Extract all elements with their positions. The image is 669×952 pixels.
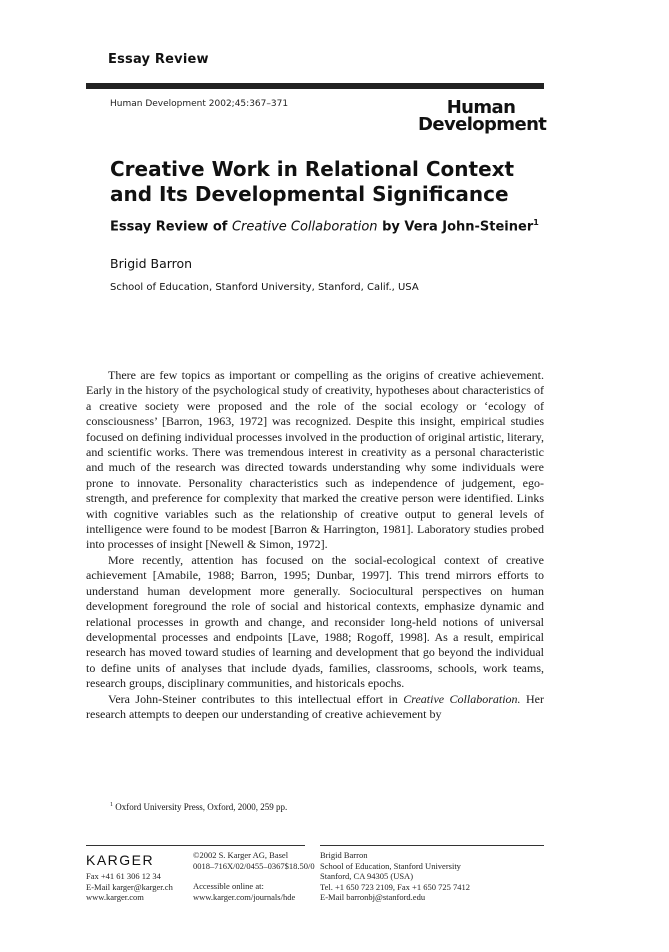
footnote-text: Oxford University Press, Oxford, 2000, 259 pp. bbox=[115, 802, 288, 812]
contact-city: Stanford, CA 94305 (USA) bbox=[320, 871, 414, 881]
footnote bbox=[110, 802, 287, 812]
section-label: Essay Review bbox=[108, 52, 209, 67]
paragraph-text: Vera John-Steiner contributes to this intellectual effort in bbox=[108, 691, 398, 706]
journal-logo-line2: Development bbox=[418, 114, 547, 135]
body-paragraph: There are few topics as important or compelling as the origins of creative achievement. Early in the history of the psychological study of creativity, hypotheses about characteristics of a creative society were proposed and the role of the social ecology or ‘ecology of consciousness’ [Barron, 1963, 1972] was recognized. Despite this insight, empirical studies focused on defining individual processes involved in the production of original artistic, literary, and scientific works. There was tremendous interest in creativity as a personal characteristic and much of the research was directed towards understanding why some individuals were prone to innovate. Personality characteristics such as independence of judgement, ego-strength, and preference for complexity that marked the creative person were identified. Links with cognitive variables such as the relationship of creative output to general levels of intelligence were found to be modest [Barron & Harrington, 1981]. Laboratory studies probed into processes of insight [Newell & Simon, 1972]. bbox=[86, 368, 544, 552]
body-paragraph bbox=[86, 553, 544, 692]
online-access-url: www.karger.com/journals/hde bbox=[193, 891, 296, 902]
contact-email: E-Mail barronbj@stanford.edu bbox=[320, 892, 426, 902]
journal-reference: Human Development 2002;45:367–371 bbox=[110, 99, 289, 109]
contact-phone: Tel. +1 650 723 2109, Fax +1 650 725 7412 bbox=[320, 881, 470, 892]
footer-rule bbox=[320, 845, 544, 846]
author-name: Brigid Barron bbox=[110, 256, 193, 271]
correspondence-block bbox=[320, 850, 470, 903]
publisher-website: www.karger.com bbox=[86, 892, 144, 902]
publisher-email: E-Mail karger@karger.ch bbox=[86, 881, 173, 892]
journal-logo bbox=[418, 97, 547, 135]
journal-logo-line1: Human bbox=[446, 97, 516, 118]
author-affiliation: School of Education, Stanford University, Stanford, Calif., USA bbox=[110, 282, 419, 293]
paragraph-text: Her research attempts to deepen our understanding of creative achievement by bbox=[86, 691, 545, 721]
top-rule bbox=[86, 83, 544, 89]
article-body bbox=[86, 368, 544, 722]
contact-name: Brigid Barron bbox=[320, 850, 368, 860]
article-title: Creative Work in Relational Context and Its Developmental Significance bbox=[110, 157, 515, 206]
online-access-label: Accessible online at: bbox=[193, 881, 264, 891]
book-title-inline: Creative Collaboration. bbox=[403, 691, 521, 706]
publisher-contact bbox=[86, 871, 173, 903]
subtitle-suffix: by Vera John-Steiner bbox=[382, 219, 534, 235]
publisher-logo: KARGER bbox=[86, 852, 155, 868]
copyright-block bbox=[193, 850, 315, 902]
footnote-mark: 1 bbox=[110, 802, 113, 808]
article-subtitle bbox=[110, 218, 539, 234]
publisher-fax: Fax +41 61 306 12 34 bbox=[86, 871, 161, 881]
contact-affiliation: School of Education, Stanford University bbox=[320, 860, 461, 871]
body-paragraph bbox=[86, 692, 544, 723]
issn-code: 0018–716X/02/0455–0367$18.50/0 bbox=[193, 860, 315, 871]
footer-rule bbox=[86, 845, 305, 846]
subtitle-prefix: Essay Review of bbox=[110, 219, 228, 235]
subtitle-book-title: Creative Collaboration bbox=[231, 219, 378, 235]
copyright-notice: ©2002 S. Karger AG, Basel bbox=[193, 850, 289, 860]
paragraph-text: More recently, attention has focused on the social-ecological context of creative achievement [Amabile, 1988; Barron, 1995; Dunbar, 1997]. This trend mirrors efforts to understand human development more generally. Sociocultural perspectives on human development foreground the role of social and historical contexts, emphasize dynamic and relational processes in growth and change, and reconsider long-held notions of universal developmental processes and endpoints [Lave, 1988; Rogoff, 1998]. As a result, empirical research has moved toward studies of learning and development that go beyond the individual to define units of analyses that include dyads, families, classrooms, schools, work teams, research groups, disciplinary communities, and historicals epochs. bbox=[86, 552, 544, 691]
footnote-marker: 1 bbox=[533, 218, 539, 227]
